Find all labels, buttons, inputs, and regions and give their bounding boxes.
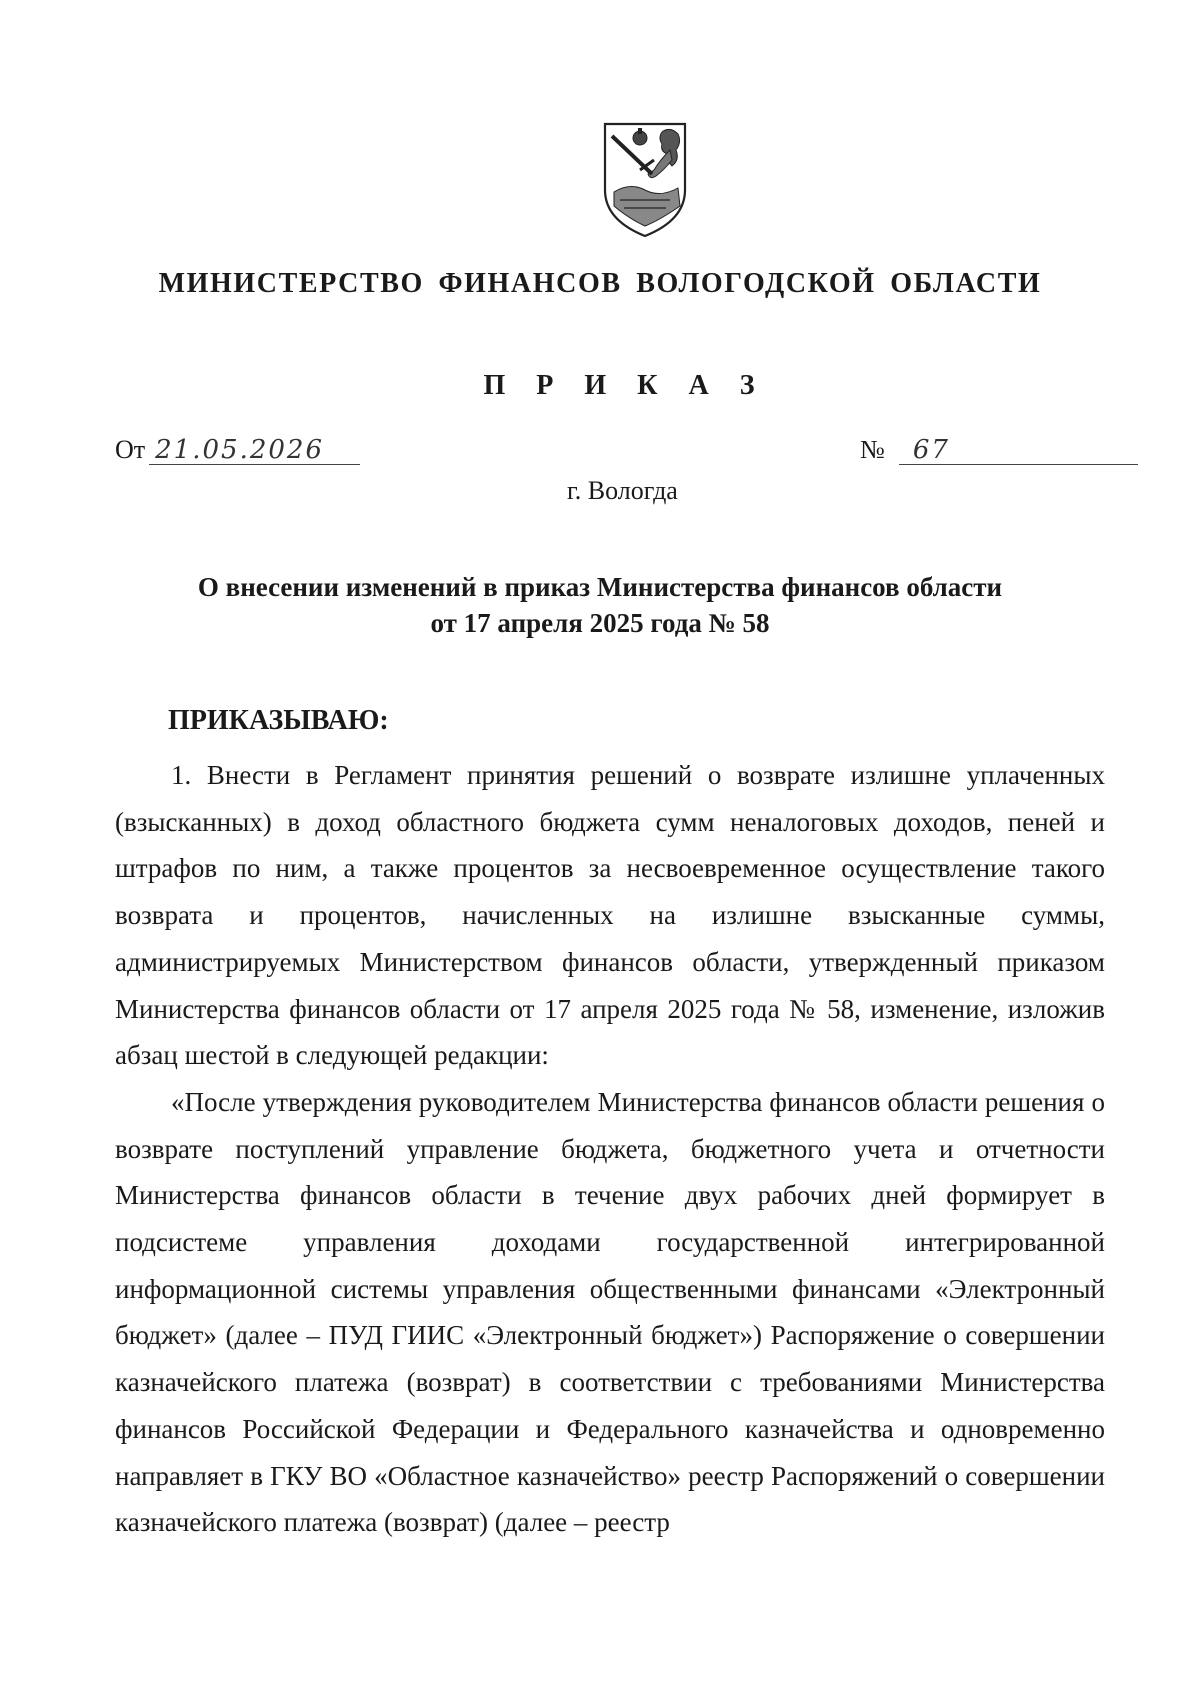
subject-line-1: О внесении изменений в приказ Министерства финансов области: [197, 572, 1003, 602]
date-prefix: От: [115, 435, 146, 464]
subject-line-2: от 17 апреля 2025 года № 58: [430, 608, 770, 638]
vologda-coat-of-arms-icon: [600, 120, 690, 240]
document-body: [115, 752, 1105, 1546]
number-field: [899, 436, 1138, 465]
body-paragraph-2: «После утверждения руководителем Министерства финансов области решения о возврате поступлений управление бюджета, бюджетного учета и отчетности Министерства финансов области в течение двух рабочих дней формирует в подсистеме управления доходами государственной интегрированной информационной системы управления общественными финансами «Электронный бюджет» (далее – ПУД ГИИС «Электронный бюджет») Распоряжение о совершении казначейского платежа (возврат) в соответствии с требованиями Министерства финансов Российской Федерации и Федерального казначейства и одновременно направляет в ГКУ ВО «Областное казначейство» реестр Распоряжений о совершении казначейского платежа (возврат) (далее – реестр: [115, 1086, 1105, 1538]
order-heading: ПРИКАЗЫВАЮ:: [168, 705, 389, 736]
document-number: [860, 435, 1138, 465]
date-field: [149, 436, 360, 465]
number-prefix: №: [860, 435, 885, 464]
document-subject: [0, 569, 1200, 641]
document-city: г. Вологда: [567, 476, 678, 505]
date-value: 21.05.2026: [155, 435, 325, 465]
number-value: 67: [912, 435, 950, 465]
document-date: [115, 435, 360, 465]
ministry-title: МИНИСТЕРСТВО ФИНАНСОВ ВОЛОГОДСКОЙ ОБЛАСТИ: [158, 268, 1042, 299]
document-type-title: П Р И К А З: [483, 370, 767, 401]
body-paragraph-1: 1. Внести в Регламент принятия решений о возврате излишне уплаченных (взысканных) в доход областного бюджета сумм неналоговых доходов, пеней и штрафов по ним, а также процентов за несвоевременное осуществление такого возврата и процентов, начисленных на излишне взысканные суммы, администрируемых Министерством финансов области, утвержденный приказом Министерства финансов области от 17 апреля 2025 года № 58, изменение, изложив абзац шестой в следующей редакции:: [115, 760, 1105, 1071]
